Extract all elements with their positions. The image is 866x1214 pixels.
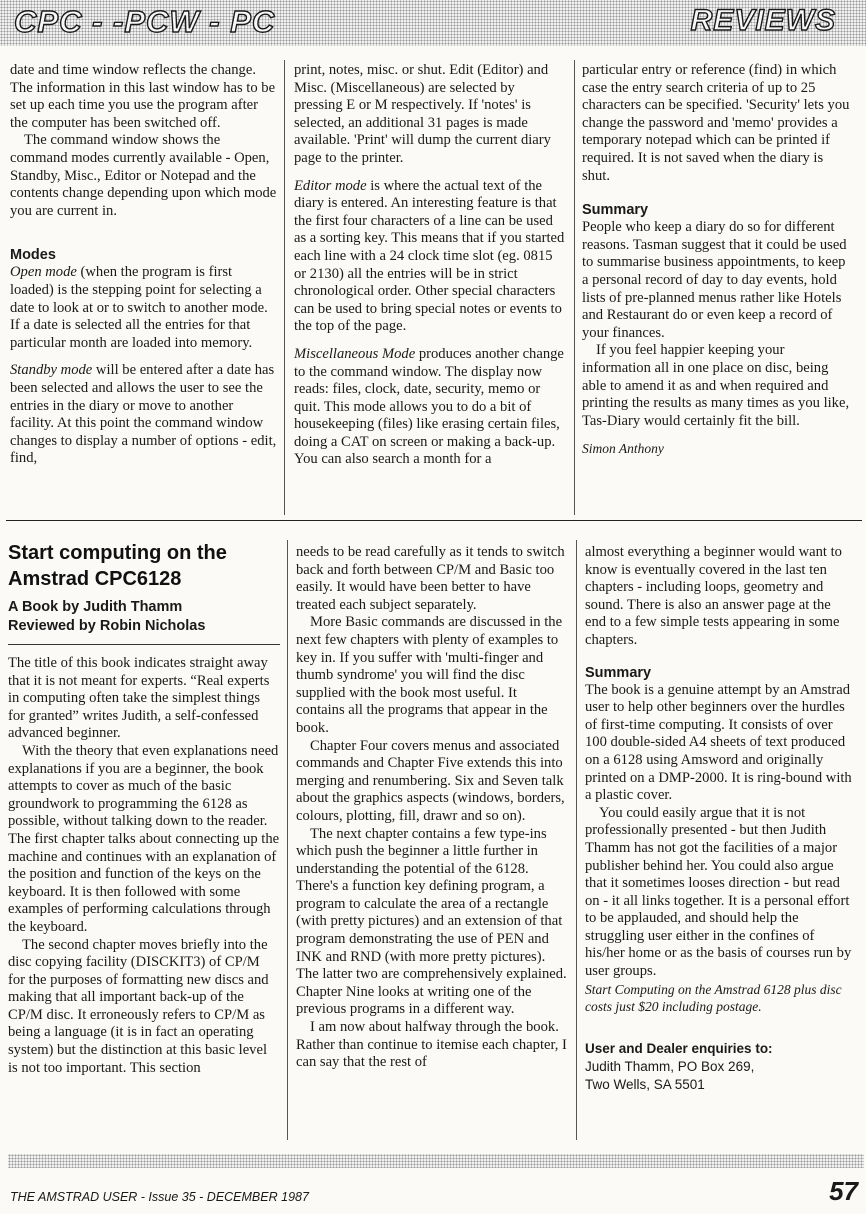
paragraph-open-mode: Open mode (when the program is first loaded) is the stepping point for selecting a date to look at or to switch to another mode. If a date is selected all the entries for that particular month are loaded into memory. xyxy=(10,264,268,351)
column-rule xyxy=(576,540,577,1140)
page-number: 57 xyxy=(829,1176,858,1206)
paragraph-editor-mode: Editor mode is where the actual text of the diary is entered. An interesting feature is that the first four characters of a line can be used as a sorting key. This means that if you started each line with a 24 clock time slot (eg. 0815 or 2130) all the entries will be in strict chronological order. Other special characters can be used to bring special notes or events to the top of the page. xyxy=(294,177,565,335)
paragraph: particular entry or reference (find) in which case the entry search criteria of up to 25 characters can be specified. 'Security' lets you change the password and 'memo' provides a temporary notepad which can be printed if required. It is not saved when the diary is shut. xyxy=(582,62,850,184)
article-title: Start computing on the Amstrad CPC6128 xyxy=(8,542,227,590)
paragraph: date and time window reflects the change. The information in this last window has to be set up each time you use the program after the computer has been switched off. xyxy=(10,62,276,131)
section-heading: Modes xyxy=(10,247,56,264)
footer-issue: THE AMSTRAD USER - Issue 35 - DECEMBER 1987 xyxy=(10,1190,309,1204)
paragraph: People who keep a diary do so for different reasons. Tasman suggest that it could be used to summarise business appointments, to keep a personal record of day to day events, hold lists of pre-planned menus rather like Hotels and Restaurant do or even keep a record of your finances. xyxy=(582,219,847,341)
price-note: Start Computing on the Amstrad 6128 plus disc costs just $20 including postage. xyxy=(585,981,842,1015)
paragraph-standby-mode: Standby mode will be entered after a date has been selected and allows the user to see the entries in the diary or move to another facility. At this point the command window changes to display a number of options - edit, find, xyxy=(10,362,277,467)
paragraph-misc-mode: Miscellaneous Mode produces another change to the command window. The display now reads: files, clock, date, security, memo or quit. This mode allows you to do a bit of housekeeping (files) like erasing certain files, doing a CAT on screen or making a back-up. You can also search a month for a xyxy=(294,345,564,468)
review1-column-2 xyxy=(294,62,566,479)
enquiries-heading: User and Dealer enquiries to: xyxy=(585,1040,773,1056)
article-byline-author: A Book by Judith Thamm xyxy=(8,599,183,615)
paragraph: almost everything a beginner would want to know is eventually covered in the last ten chapters - including loops, geometry and sound. There is also an answer page at the end to a few simple tests appearing in some chapters. xyxy=(585,544,842,648)
enquiries-address-2: Two Wells, SA 5501 xyxy=(585,1076,705,1092)
review2-column-2 xyxy=(296,544,568,1072)
page-header-band xyxy=(0,0,866,46)
review2-column-3 xyxy=(585,544,853,1094)
paragraph: The title of this book indicates straight away that it is not meant for experts. “Real experts in computing often take the simplest things for granted” writes Judith, a self-confessed advanced beginner. xyxy=(8,655,270,742)
review1-column-3 xyxy=(582,62,854,458)
paragraph: The book is a genuine attempt by an Amstrad user to help other beginners over the hurdles of first-time computing. It consists of over 100 double-sided A4 sheets of text produced on a 6128 using Amsword and originally printed on a DMP-2000. It is ring-bound with a plastic cover. xyxy=(585,681,852,804)
paragraph: More Basic commands are discussed in the next few chapters with plenty of examples to key in. If you suffer with 'multi-finger and thumb syndrome' you will find the disc supplied with the book most useful. It contains all the programs that appear in the book. xyxy=(296,614,563,736)
summary-heading: Summary xyxy=(585,664,652,681)
column-rule xyxy=(574,60,575,515)
author-signature: Simon Anthony xyxy=(582,441,664,457)
enquiries-address-1: Judith Thamm, PO Box 269, xyxy=(585,1058,755,1074)
paragraph: I am now about halfway through the book. Rather than continue to itemise each chapter, I can say that the rest of xyxy=(296,1019,567,1071)
review2-column-1 xyxy=(8,540,280,1077)
paragraph: You could easily argue that it is not professionally presented - but then Judith Thamm has not got the facilities of a major publisher behind her. You could also argue that it sometimes looses direction - but read on - it all links together. It is a personal effort to be applauded, and should help the struggling user either in the confines of his/her home or as the basis of courses run by user groups. xyxy=(585,804,852,980)
title-rule xyxy=(8,644,280,645)
section-title: CPC - -PCW - PC xyxy=(14,4,276,39)
review1-column-1 xyxy=(10,62,278,478)
summary-heading: Summary xyxy=(582,202,649,219)
paragraph: Chapter Four covers menus and associated commands and Chapter Five extends this into merging and renumbering. Six and Seven talk about the graphics aspects (windows, borders, colours, plotting, fill, drawr and so on). xyxy=(296,737,565,824)
reviews-title: REVIEWS xyxy=(690,4,836,37)
footer-band xyxy=(8,1154,864,1168)
column-rule xyxy=(284,60,285,515)
paragraph: The next chapter contains a few type-ins which push the beginner a little further in understanding the potential of the 6128. There's a function key defining program, a program to calculate the area of a rectangle (with pretty pictures) and an extension of that program demonstrating the use of PEN and INK and RND (with more pretty pictures). The latter two are comprehensively explained. Chapter Nine looks at writing one of the previous programs in a different way. xyxy=(296,825,567,1018)
paragraph: print, notes, misc. or shut. Edit (Editor) and Misc. (Miscellaneous) are selected by pressing E or M respectively. If 'notes' is selected, an additional 31 pages is made available. 'Print' will dump the current diary page to the printer. xyxy=(294,62,551,166)
paragraph: With the theory that even explanations need explanations if you are a beginner, the book attempts to cover as much of the basic groundwork to programming the 6128 as possible, without talking down to the reader. The first chapter talks about connecting up the machine and continues with an explanation of the position and function of the keys on the keyboard. It is then followed with some examples of performing calculations through the keyboard. xyxy=(8,742,280,935)
article-divider xyxy=(6,520,862,521)
column-rule xyxy=(287,540,288,1140)
paragraph: If you feel happier keeping your information all in one place on disc, being able to amend it as and when required and printing the results as many times as you like, Tas-Diary would certainly fit the bill. xyxy=(582,342,850,429)
paragraph: needs to be read carefully as it tends to switch back and forth between CP/M and Basic too easily. It would have been better to have treated each subject separately. xyxy=(296,544,565,613)
paragraph: The second chapter moves briefly into the disc copying facility (DISCKIT3) of CP/M for the purposes of formatting new discs and making that all important back-up of the CP/M disc. It erroneously refers to CP/M as being a language (it is in fact an operating system) but the distinction at this basic level is not too important. This section xyxy=(8,936,269,1076)
article-byline-reviewer: Reviewed by Robin Nicholas xyxy=(8,618,206,634)
paragraph: The command window shows the command modes currently available - Open, Standby, Misc., Editor or Notepad and the contents change depending upon which mode you are current in. xyxy=(10,132,277,219)
